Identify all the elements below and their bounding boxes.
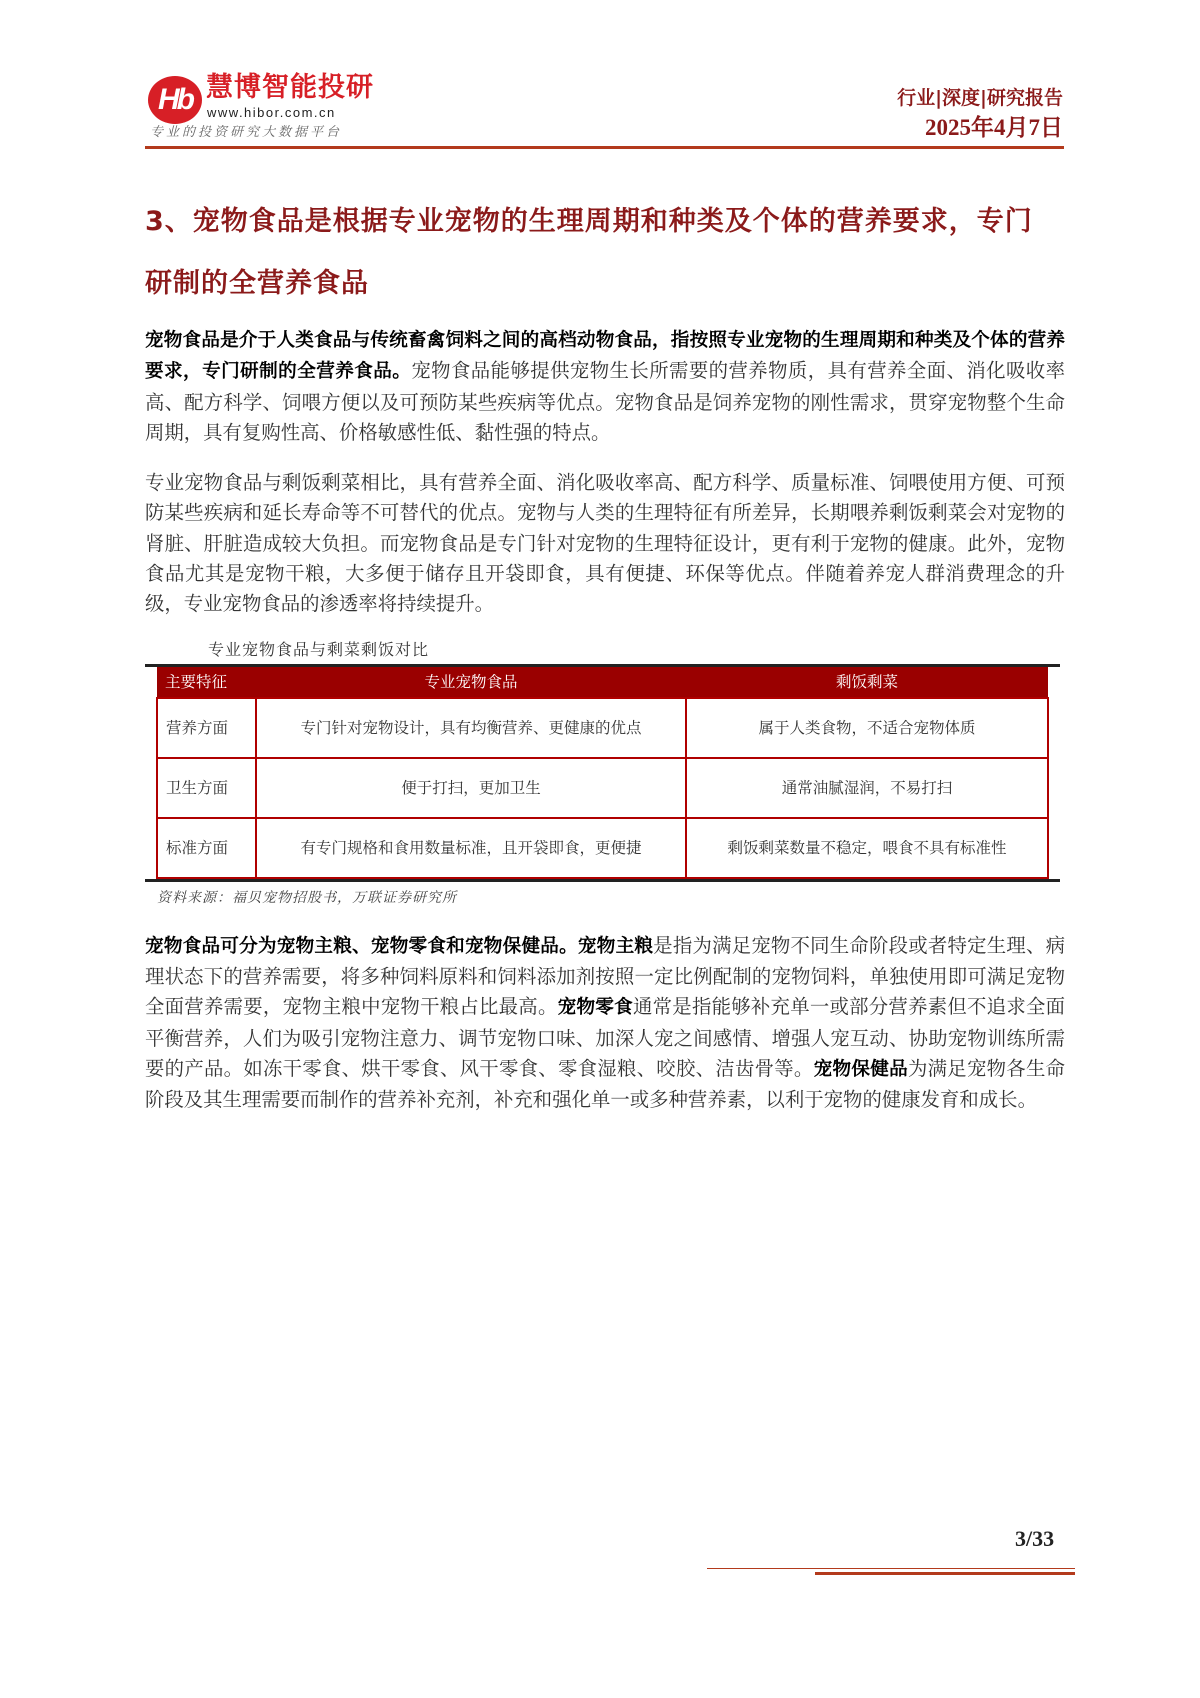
table-cell: 专门针对宠物设计，具有均衡营养、更健康的优点 xyxy=(256,698,686,758)
header-divider xyxy=(145,146,1064,149)
paragraph-3-bold: 宠物食品可分为宠物主粮、宠物零食和宠物保健品。宠物主粮 xyxy=(145,935,654,957)
report-date: 2025年4月7日 xyxy=(925,115,1063,140)
comparison-table xyxy=(145,664,1060,882)
paragraph-3-bold: 宠物保健品 xyxy=(813,1058,908,1080)
section-heading-line2: 研制的全营养食品 xyxy=(145,268,369,299)
logo-url: www.hibor.com.cn xyxy=(207,105,336,120)
footer-divider-thick xyxy=(815,1572,1075,1575)
table-header-cell: 专业宠物食品 xyxy=(256,667,686,698)
table-cell: 营养方面 xyxy=(157,698,256,758)
table-row xyxy=(157,698,1048,758)
table-header-row xyxy=(157,667,1048,698)
table-cell: 属于人类食物，不适合宠物体质 xyxy=(686,698,1048,758)
table-header-cell: 剩饭剩菜 xyxy=(686,667,1048,698)
table-header-cell: 主要特征 xyxy=(157,667,256,698)
table-cell: 通常油腻湿润，不易打扫 xyxy=(686,758,1048,818)
paragraph-3-bold: 宠物零食 xyxy=(557,997,634,1019)
table-cell: 剩饭剩菜数量不稳定，喂食不具有标准性 xyxy=(686,818,1048,878)
logo-slogan: 专业的投资研究大数据平台 xyxy=(150,125,343,140)
table-row xyxy=(157,758,1048,818)
footer-divider xyxy=(707,1568,1075,1569)
table-source: 资料来源：福贝宠物招股书，万联证券研究所 xyxy=(157,889,457,906)
paragraph-3-text: 通常是指能够补充单一或部分营养素但不追求全面平衡营养，人们为吸引宠物注意力、调节宠物口味、加深人宠之间感情、增强人宠互动、协助宠物训练所需要的产品。如冻干零食、烘干零食、风干零食、零食湿粮、咬胶、洁齿骨等。 xyxy=(145,995,1066,1080)
paragraph-1-bold: 宠物食品是介于人类食品与传统畜禽饲料之间的高档动物食品，指按照专业宠物的生理周期和种类及个体的营养要求，专门研制的全营养食品。 xyxy=(145,330,1065,383)
table-caption: 专业宠物食品与剩菜剩饭对比 xyxy=(208,639,430,659)
report-type: 行业|深度|研究报告 xyxy=(897,87,1063,109)
table-cell: 标准方面 xyxy=(157,818,256,878)
table-cell: 卫生方面 xyxy=(157,758,256,818)
paragraph-2 xyxy=(145,468,1065,619)
logo-name: 慧博智能投研 xyxy=(206,72,374,103)
paragraph-3 xyxy=(145,931,1065,1116)
paragraph-3-text: 是指为满足宠物不同生命阶段或者特定生理、病理状态下的营养需要，将多种饲料原料和饲料添加剂按照一定比例配制的宠物饲料，单独使用即可满足宠物全面营养需要，宠物主粮中宠物干粮占比最高。 xyxy=(145,933,1065,1019)
table-cell: 便于打扫，更加卫生 xyxy=(256,758,686,818)
section-heading-line1: 3、宠物食品是根据专业宠物的生理周期和种类及个体的营养要求，专门 xyxy=(145,206,1033,237)
table-cell: 有专门规格和食用数量标准，且开袋即食，更便捷 xyxy=(256,818,686,878)
page-number: 3/33 xyxy=(1015,1526,1055,1551)
content-flow xyxy=(145,325,1065,1115)
paragraph-1-text: 宠物食品能够提供宠物生长所需要的营养物质，具有营养全面、消化吸收率高、配方科学、饲喂方便以及可预防某些疾病等优点。宠物食品是饲养宠物的刚性需求，贯穿宠物整个生命周期，具有复购性高、价格敏感性低、黏性强的特点。 xyxy=(145,359,1065,444)
paragraph-3-text: 为满足宠物各生命阶段及其生理需要而制作的营养补充剂，补充和强化单一或多种营养素，以利于宠物的健康发育和成长。 xyxy=(145,1056,1065,1112)
paragraph-2-text: 专业宠物食品与剩饭剩菜相比，具有营养全面、消化吸收率高、配方科学、质量标准、饲喂使用方便、可预防某些疾病和延长寿命等不可替代的优点。宠物与人类的生理特征有所差异，长期喂养剩饭剩菜会对宠物的肾脏、肝脏造成较大负担。而宠物食品是专门针对宠物的生理特征设计，更有利于宠物的健康。此外，宠物食品尤其是宠物干粮，大多便于储存且开袋即食，具有便捷、环保等优点。伴随着养宠人群消费理念的升级，专业宠物食品的渗透率将持续提升。 xyxy=(145,471,1065,616)
logo-icon: Hb xyxy=(148,76,202,124)
paragraph-1 xyxy=(145,325,1065,448)
table-bottom-rule xyxy=(145,879,1060,882)
table-row xyxy=(157,818,1048,878)
